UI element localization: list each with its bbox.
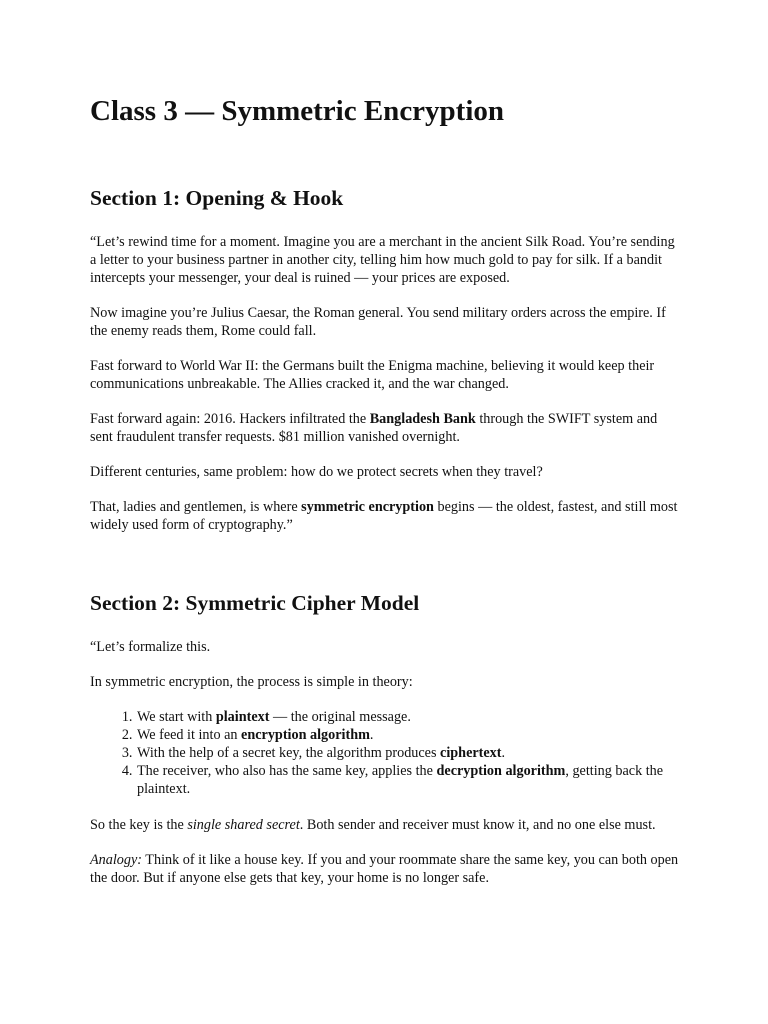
list-item — [136, 762, 680, 798]
text-run: begins — the oldest, fastest, and still most widely used form of cryptography.” — [90, 499, 678, 533]
section-2-paragraph-3 — [90, 816, 680, 834]
section-1-paragraph-6 — [90, 498, 680, 534]
list-item — [136, 708, 680, 726]
italic-term: single shared secret — [187, 817, 300, 833]
bold-term: plaintext — [215, 709, 270, 725]
section-1-paragraph-5: Different centuries, same problem: how do we protect secrets when they travel? — [90, 464, 543, 480]
text-run: So the key is the — [90, 817, 188, 833]
list-item — [136, 744, 680, 762]
bold-term: encryption algorithm — [241, 727, 370, 743]
bold-term: ciphertext — [440, 745, 502, 761]
text-run: through the SWIFT system and sent fraudulent transfer requests. $81 million vanished overnight. — [90, 411, 658, 445]
text-run: Think of it like a house key. If you and your roommate share the same key, you can both open the door. But if anyone else gets that key, your home is no longer safe. — [90, 852, 679, 886]
text-run: We start with — [137, 709, 216, 725]
section-2-paragraph-2: In symmetric encryption, the process is simple in theory: — [90, 674, 413, 690]
text-run: We feed it into an — [137, 727, 242, 743]
text-run: The receiver, who also has the same key, applies the — [137, 763, 437, 779]
text-run: That, ladies and gentlemen, is where — [90, 499, 302, 515]
section-2-heading: Section 2: Symmetric Cipher Model — [90, 591, 420, 615]
section-2-paragraph-4 — [90, 851, 680, 887]
cipher-steps-list — [90, 708, 680, 798]
bold-term: decryption algorithm — [436, 763, 566, 779]
document-body — [90, 92, 680, 904]
text-run: . Both sender and receiver must know it, and no one else must. — [299, 817, 656, 833]
italic-term: Analogy: — [90, 852, 143, 868]
text-run: . — [369, 727, 374, 743]
text-run: , getting back the plaintext. — [137, 763, 664, 797]
text-run: . — [501, 745, 506, 761]
page-title: Class 3 — Symmetric Encryption — [90, 95, 505, 127]
section-1-paragraph-2: Now imagine you’re Julius Caesar, the Roman general. You send military orders across the empire. If the enemy reads them, Rome could fall. — [90, 305, 666, 339]
bold-term: Bangladesh Bank — [369, 411, 476, 427]
text-run: With the help of a secret key, the algorithm produces — [137, 745, 441, 761]
section-1-paragraph-4 — [90, 410, 680, 446]
section-2-paragraph-1: “Let’s formalize this. — [90, 639, 211, 655]
list-item — [136, 726, 680, 744]
text-run: Fast forward again: 2016. Hackers infiltrated the — [90, 411, 370, 427]
section-1-paragraph-3: Fast forward to World War II: the Germans built the Enigma machine, believing it would keep their communications unbreakable. The Allies cracked it, and the war changed. — [90, 358, 655, 392]
section-1-heading: Section 1: Opening & Hook — [90, 186, 344, 210]
section-1-paragraph-1: “Let’s rewind time for a moment. Imagine you are a merchant in the ancient Silk Road. You’re sending a letter to your business partner in another city, telling him how much gold to pay for silk. If a bandit intercepts your messenger, your deal is ruined — your prices are exposed. — [90, 234, 675, 286]
bold-term: symmetric encryption — [301, 499, 434, 515]
text-run: — the original message. — [269, 709, 411, 725]
